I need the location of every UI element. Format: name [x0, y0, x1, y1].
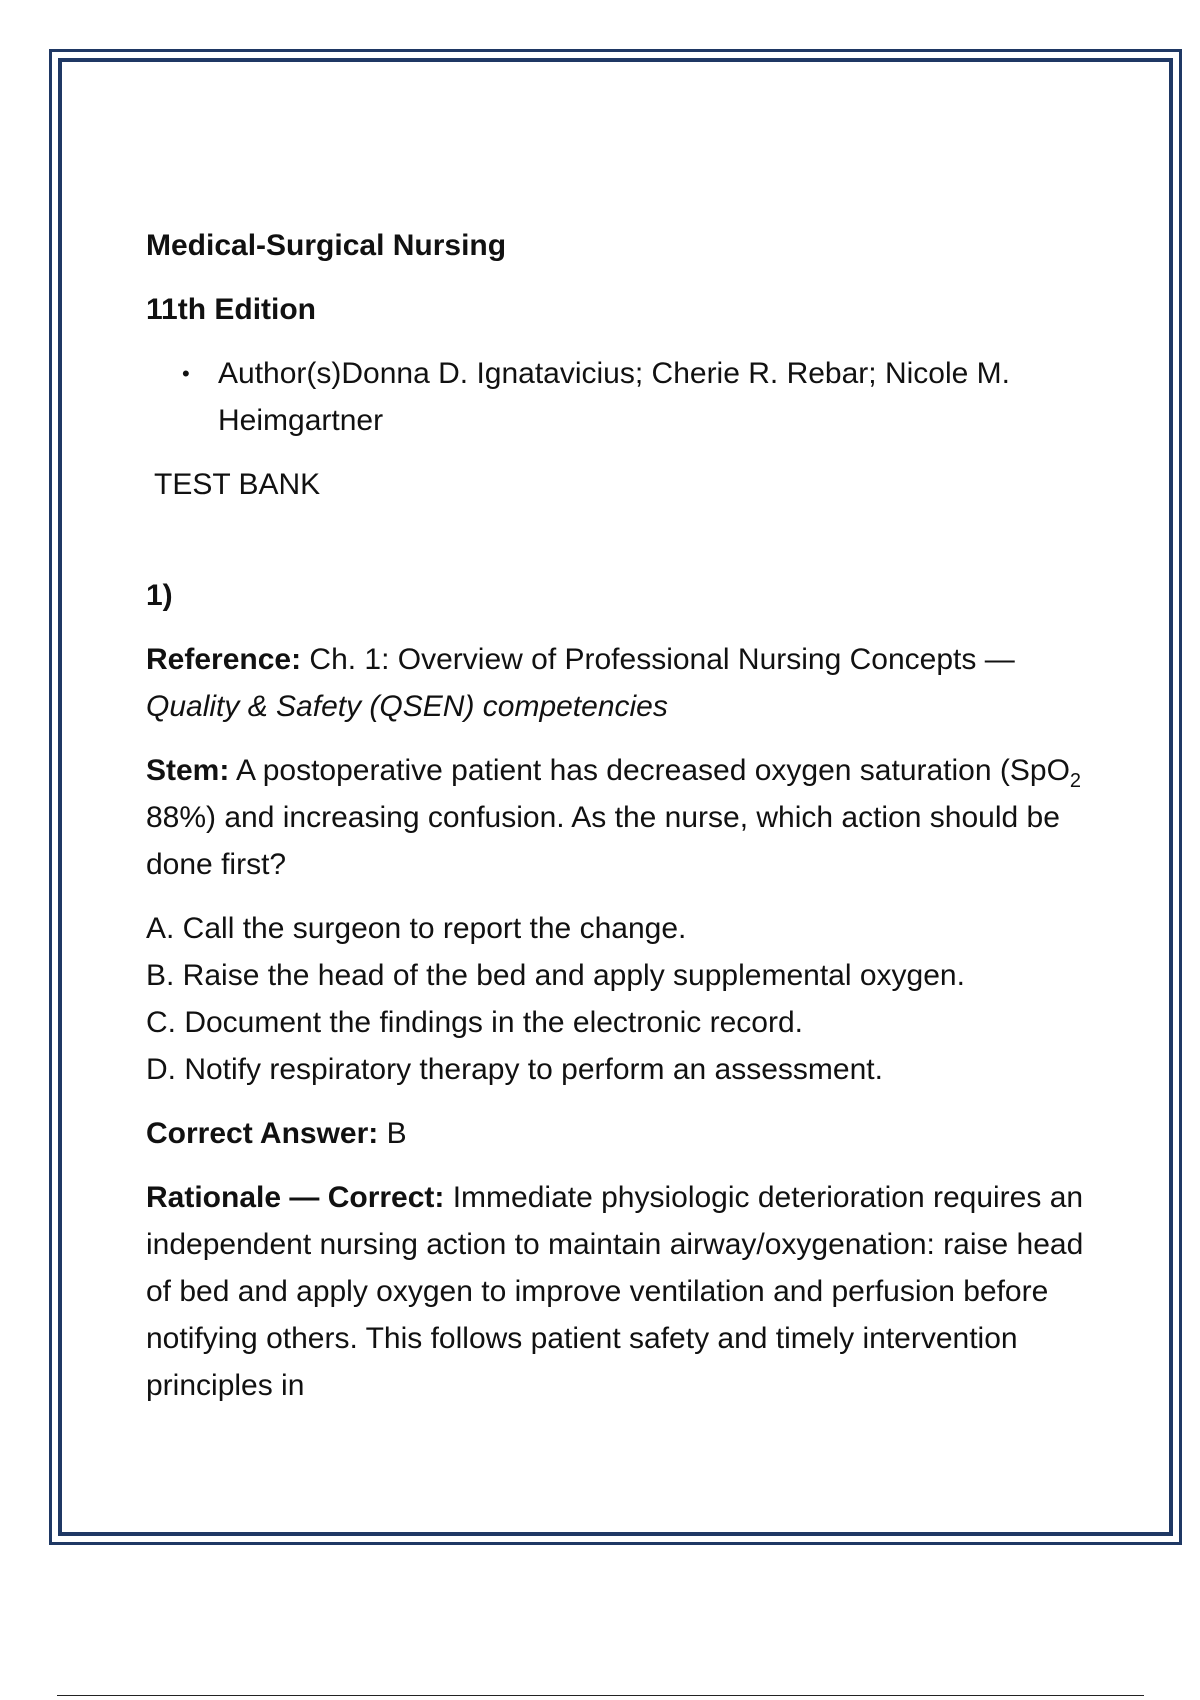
question-stem [146, 747, 1106, 888]
stem-text-end: 88%) and increasing confusion. As the nurse, which action should be done first? [146, 801, 1060, 881]
rationale-text: Immediate physiologic deterioration requires an independent nursing action to maintain airway/oxygenation: raise head of bed and apply oxygen to improve ventilation and perfusion before notifying others. This follows patient safety and timely intervention principles in [146, 1181, 1084, 1402]
correct-answer [146, 1110, 1106, 1157]
option-c: C. Document the findings in the electronic record. [146, 1006, 803, 1039]
stem-text-start: A postoperative patient has decreased oxygen saturation (SpO [229, 754, 1070, 787]
option-d: D. Notify respiratory therapy to perform an assessment. [146, 1053, 883, 1086]
reference-label: Reference: [146, 643, 302, 676]
answer-label: Correct Answer: [146, 1117, 379, 1150]
rationale [146, 1174, 1106, 1409]
answer-options [146, 905, 1106, 1093]
footer-rule [57, 1695, 1144, 1696]
author-list [146, 350, 1106, 444]
reference-topic: Quality & Safety (QSEN) competencies [146, 690, 668, 723]
option-a: A. Call the surgeon to report the change. [146, 912, 687, 945]
question-number: 1) [146, 579, 173, 612]
stem-label: Stem: [146, 754, 230, 787]
author-item: • Author(s)Donna D. Ignatavicius; Cherie R. Rebar; Nicole M. Heimgartner [146, 350, 1106, 444]
rationale-label: Rationale — Correct: [146, 1181, 445, 1214]
question-reference [146, 636, 1106, 730]
test-bank-label: TEST BANK [154, 468, 321, 501]
answer-value: B [378, 1117, 407, 1150]
document-content [146, 222, 1106, 1426]
book-title: Medical-Surgical Nursing [146, 229, 507, 262]
stem-subscript: 2 [1069, 770, 1082, 792]
option-b: B. Raise the head of the bed and apply supplemental oxygen. [146, 959, 965, 992]
book-edition: 11th Edition [146, 293, 317, 326]
reference-text: Ch. 1: Overview of Professional Nursing Concepts — [301, 643, 1015, 676]
